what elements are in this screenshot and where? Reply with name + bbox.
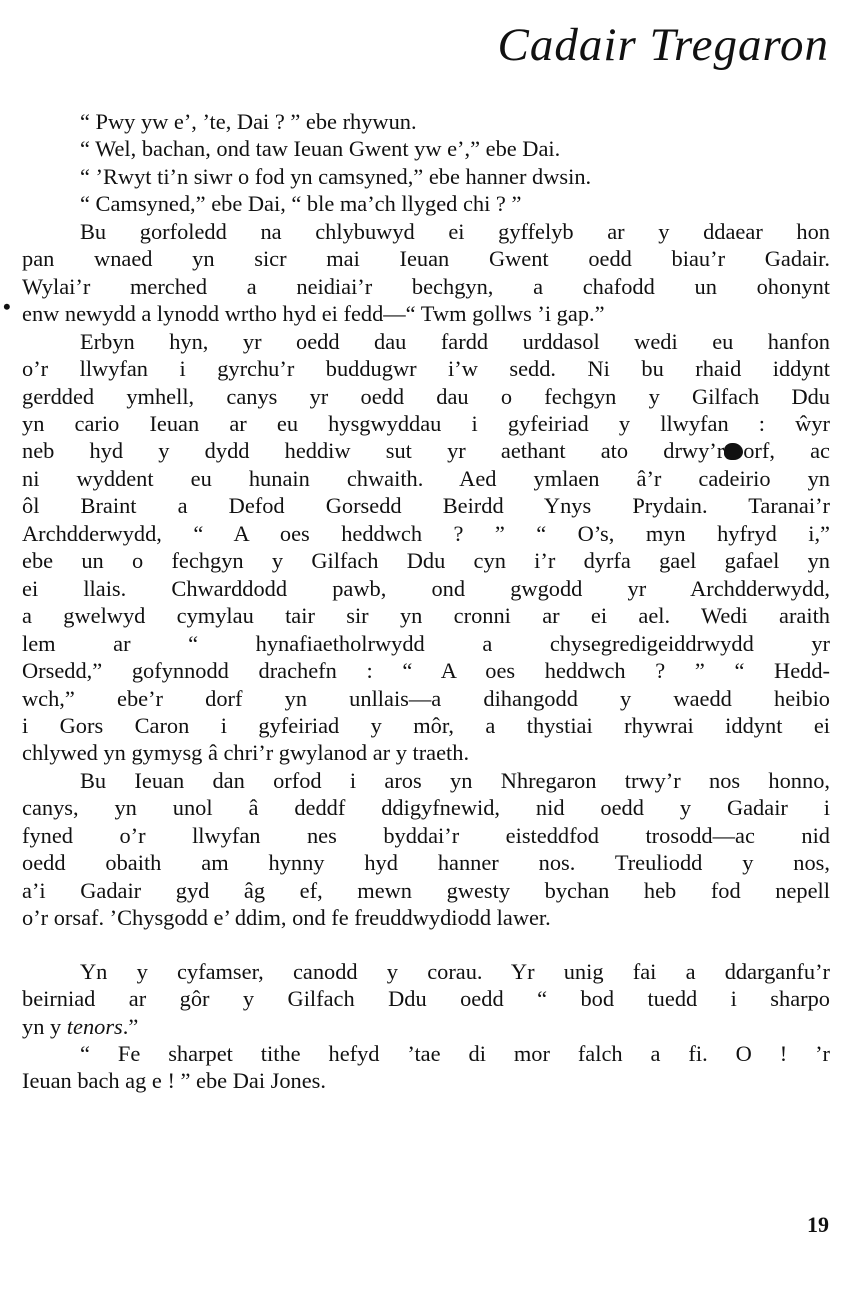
text-line: Orsedd,” gofynnodd drachefn : “ A oes heddwch ? ” “ Hedd- <box>22 658 830 684</box>
text-line: Bu Ieuan dan orfod i aros yn Nhregaron trwy’r nos honno, <box>80 767 830 793</box>
text-line: gerdded ymhell, canys yr oedd dau o fechgyn y Gilfach Ddu <box>22 383 830 409</box>
text-line: Erbyn hyn, yr oedd dau fardd urddasol wedi eu hanfon <box>80 328 830 354</box>
text-line: “ Fe sharpet tithe hefyd ’tae di mor falch a fi. O ! ’r <box>80 1040 830 1066</box>
text-line <box>22 437 830 464</box>
text-line: a gwelwyd cymylau tair sir yn cronni ar ei ael. Wedi araith <box>22 603 830 629</box>
body-text <box>22 108 830 1095</box>
text-line: “ Pwy yw e’, ’te, Dai ? ” ebe rhywun. <box>80 109 417 134</box>
text-line: ei llais. Chwarddodd pawb, ond gwgodd yr Archdderwydd, <box>22 575 830 601</box>
text-line: Wylai’r merched a neidiai’r bechgyn, a chafodd un ohonynt <box>22 273 830 299</box>
text-fragment: yn y <box>22 1013 67 1039</box>
page-number: 19 <box>807 1212 829 1237</box>
text-line: o’r llwyfan i gyrchu’r buddugwr i’w sedd. Ni bu rhaid iddynt <box>22 356 830 382</box>
text-line: wch,” ebe’r dorf yn unllais—a dihangodd y waedd heibio <box>22 685 830 711</box>
text-line: o’r orsaf. ’Chysgodd e’ ddim, ond fe freuddwydiodd lawer. <box>22 905 551 931</box>
text-fragment: neb hyd y dydd heddiw sut yr aethant ato drwy’r <box>22 438 725 464</box>
text-line: Bu gorfoledd na chlybuwyd ei gyffelyb ar y ddaear hon <box>80 218 830 244</box>
text-line: ôl Braint a Defod Gorsedd Beirdd Ynys Prydain. Taranai’r <box>22 493 830 519</box>
paragraph-gap <box>22 932 830 958</box>
text-line: fyned o’r llwyfan nes byddai’r eisteddfod trosodd—ac nid <box>22 822 830 848</box>
ink-blot <box>724 443 743 460</box>
text-line: Yn y cyfamser, canodd y corau. Yr unig fai a ddarganfu’r <box>80 958 830 984</box>
text-line: pan wnaed yn sicr mai Ieuan Gwent oedd biau’r Gadair. <box>22 246 830 272</box>
text-line: ebe un o fechgyn y Gilfach Ddu cyn i’r dyrfa gael gafael yn <box>22 548 830 574</box>
text-line: ni wyddent eu hunain chwaith. Aed ymlaen â’r cadeirio yn <box>22 465 830 491</box>
text-line: yn cario Ieuan ar eu hysgwyddau i gyfeiriad y llwyfan : ŵyr <box>22 410 830 436</box>
italic-word: tenors <box>66 1013 123 1039</box>
text-line: “ Wel, bachan, ond taw Ieuan Gwent yw e’,” ebe Dai. <box>80 136 561 162</box>
text-line: lem ar “ hynafiaetholrwydd a chysegredigeiddrwydd yr <box>22 630 830 656</box>
text-line: “ ’Rwyt ti’n siwr o fod yn camsyned,” ebe hanner dwsin. <box>80 163 592 189</box>
text-fragment: orf, ac <box>743 438 830 464</box>
text-line <box>22 1013 830 1040</box>
text-line: beirniad ar gôr y Gilfach Ddu oedd “ bod tuedd i sharpo <box>22 986 830 1012</box>
text-line: oedd obaith am hynny hyd hanner nos. Treuliodd y nos, <box>22 850 830 876</box>
text-line: canys, yn unol â deddf ddigyfnewid, nid oedd y Gadair i <box>22 795 830 821</box>
text-fragment: .” <box>122 1013 139 1039</box>
margin-mark: • <box>3 294 11 319</box>
text-line: Archdderwydd, “ A oes heddwch ? ” “ O’s, myn hyfryd i,” <box>22 520 830 546</box>
text-line: a’i Gadair gyd âg ef, mewn gwesty bychan heb fod nepell <box>22 877 830 903</box>
text-line: Ieuan bach ag e ! ” ebe Dai Jones. <box>22 1068 326 1094</box>
text-line: i Gors Caron i gyfeiriad y môr, a thystiai rhywrai iddynt ei <box>22 712 830 738</box>
text-line: “ Camsyned,” ebe Dai, “ ble ma’ch llyged chi ? ” <box>80 191 522 217</box>
text-line: enw newydd a lynodd wrtho hyd ei fedd—“ Twm gollws ’i gap.” <box>22 301 605 327</box>
text-line: chlywed yn gymysg â chri’r gwylanod ar y traeth. <box>22 740 470 766</box>
running-title: Cadair Tregaron <box>497 19 829 71</box>
